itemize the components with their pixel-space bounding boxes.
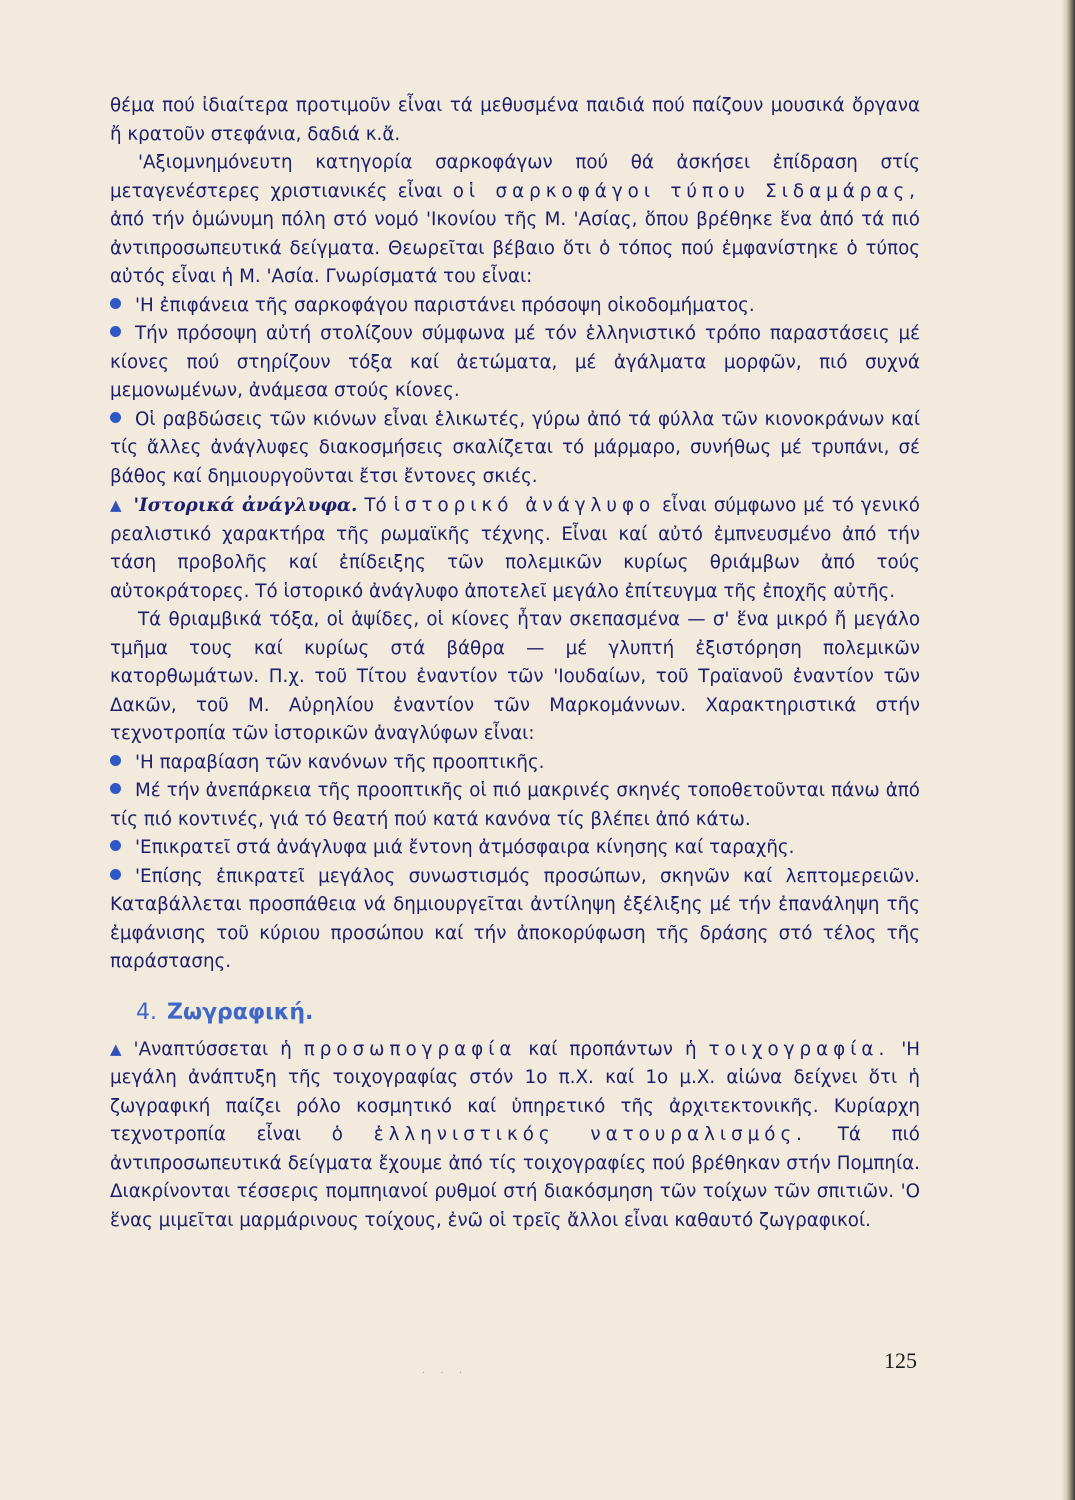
bullet-item [110,749,920,778]
triangle-item-painting [110,1035,920,1236]
bullet-text: Τήν πρόσοψη αὐτή στολίζουν σύμφωνα μέ τόν ἑλληνιστικό τρόπο παραστάσεις μέ κίονες πού στηρίζουν τόξα καί ἀετώματα, μέ ἀγάλματα μορφῶν, πιό συχνά μεμονωμένων, ἀνάμεσα στούς κίονες. [110,323,920,401]
page-edge-shadow [1061,0,1075,1500]
page-number: 125 [884,1348,917,1373]
print-specks: · · · [422,1368,468,1379]
paragraph-sidamara [110,149,920,292]
text-run: ἀπό τήν ὁμώνυμη πόλη στό νομό 'Ικονίου τῆς Μ. 'Ασίας, ὅπου βρέθηκε ἕνα ἀπό τά πιό ἀντιπροσωπευτικά δείγματα. Θεωρεῖται βέβαιο ὅτι ὁ τόπος πού ἐμφανίστηκε ὁ τύπος αὐτός εἶναι ἡ Μ. 'Ασία. Γνωρίσματά του εἶναι: [110,209,920,287]
text-run: 'Αξιομνημόνευτη κατηγορία σαρκοφάγων πού θά ἀσκήσει ἐπίδραση στίς μεταγενέστερες χριστιανικές εἶναι [110,152,920,202]
bullet-dot-icon [110,869,121,880]
triangle-item-historical-reliefs [110,491,920,606]
section-title: Ζωγραφική. [167,999,314,1025]
text-run: Τό [357,495,394,516]
bullet-dot-icon [110,755,121,766]
text-run: Τά πιό ἀντιπροσωπευτικά δείγματα ἔχουμε ἀπό τίς τοιχογραφίες πού βρέθηκαν στήν Πομπηία. Διακρίνονται τέσσερις πομπηιανοί ρυθμοί στή διακόσμηση τῶν τοίχων τῶν σπιτιῶν. 'Ο ἕνας μιμεῖται μαρμάρινους τοίχους, ἐνῶ οἱ τρεῖς ἄλλοι εἶναι καθαυτό ζωγραφικοί. [110,1124,920,1231]
bullet-dot-icon [110,840,121,851]
bullet-text: 'Η ἐπιφάνεια τῆς σαρκοφάγου παριστάνει πρόσοψη οἰκοδομήματος. [135,294,755,316]
bullet-item [110,834,920,863]
triangle-marker-icon: ▲ [110,496,122,514]
text-run: εἶναι σύμφωνο μέ τό γενικό ρεαλιστικό χαρακτήρα τῆς ρωμαϊκῆς τέχνης. Εἶναι καί αὐτό ἐμπνευσμένο ἀπό τήν τάση προβολῆς καί ἐπίδειξης τῶν πολεμικῶν κυρίως θριάμβων ἀπό τούς αὐτοκράτορες. Τό ἱστορικό ἀνάγλυφο ἀποτελεῖ μεγάλο ἐπίτευγμα τῆς ἐποχῆς αὐτῆς. [110,495,920,602]
bullet-item [110,320,920,406]
bullet-item [110,292,920,321]
bullet-dot-icon [110,326,121,337]
text-run: 'Αναπτύσσεται ἡ [133,1038,304,1060]
bullet-text: 'Επικρατεῖ στά ἀνάγλυφα μιά ἔντονη ἀτμόσφαιρα κίνησης καί ταραχῆς. [135,837,795,858]
bullet-dot-icon [110,412,121,423]
section-heading [136,999,920,1027]
text-run: καί προπάντων ἡ [516,1038,709,1060]
bullet-dot-icon [110,298,121,309]
spaced-term: προσωπογραφία [303,1038,517,1060]
bullet-item [110,777,920,834]
section-number: 4. [136,999,157,1025]
bullet-text: Οἱ ραβδώσεις τῶν κιόνων εἶναι ἑλικωτές, γύρω ἀπό τά φύλλα τῶν κιονοκράνων καί τίς ἄλλες ἀνάγλυφες διακοσμήσεις σκαλίζεται τό μάρμαρο, συνήθως μέ τρυπάνι, σέ βάθος καί δημιουργοῦνται ἔτσι ἔντονες σκιές. [110,408,920,487]
spaced-term: ἑλληνιστικός νατουραλισμός. [373,1124,807,1145]
spaced-term: τοιχογραφία. [708,1038,890,1060]
triangle-marker-icon: ▲ [110,1039,122,1058]
bullet-text: 'Επίσης ἐπικρατεῖ μεγάλος συνωστισμός προσώπων, σκηνῶν καί λεπτομερειῶν. Καταβάλλεται προσπάθεια νά δημιουργεῖται ἀντίληψη ἐξέλιξης μέ τήν ἐπανάληψη τῆς ἐμφάνισης τοῦ κύριου προσώπου καί τήν ἀποκορύφωση τῆς δράσης στό τέλος τῆς παράστασης. [110,865,920,972]
bullet-item [110,863,920,977]
paragraph: Τά θριαμβικά τόξα, οἱ ἁψίδες, οἱ κίονες ἦταν σκεπασμένα — σ' ἕνα μικρό ἤ μεγάλο τμῆμα τους καί κυρίως στά βάθρα — μέ γλυπτή ἐξιστόρηση πολεμικῶν κατορθωμάτων. Π.χ. τοῦ Τίτου ἐναντίον τῶν 'Ιουδαίων, τοῦ Τραϊανοῦ ἐναντίον τῶν Δακῶν, τοῦ Μ. Αὐρηλίου ἐναντίον τῶν Μαρκομάννων. Χαρακτηριστικά στήν τεχνοτροπία τῶν ἱστορικῶν ἀναγλύφων εἶναι: [110,609,920,744]
spaced-term: οἱ σαρκοφάγοι τύπου Σιδαμάρας, [452,180,920,202]
bullet-dot-icon [110,783,121,794]
bullet-text: Μέ τήν ἀνεπάρκεια τῆς προοπτικῆς οἱ πιό μακρινές σκηνές τοποθετοῦνται πάνω ἀπό τίς πιό κοντινές, γιά τό θεατή πού κατά κανόνα τίς βλέπει ἀπό κάτω. [110,780,920,830]
bullet-text: 'Η παραβίαση τῶν κανόνων τῆς προοπτικῆς. [135,751,545,773]
text-run: 'Η μεγάλη ἀνάπτυξη τῆς τοιχογραφίας στόν 1ο π.Χ. καί 1ο μ.Χ. αἰώνα δείχνει ὅτι ἡ ζωγραφική παίζει ρόλο κοσμητικό καί ὑπηρετικό τῆς ἀρχιτεκτονικῆς. Κυρίαρχη τεχνοτροπία εἶναι ὁ [110,1038,921,1145]
spaced-term: ἱστορικό ἀνάγλυφο [393,495,656,516]
page-content [110,92,920,1235]
section-term: 'Ιστορικά ἀνάγλυφα. [133,495,358,516]
bullet-item [110,406,920,492]
paragraph: θέμα πού ἰδιαίτερα προτιμοῦν εἶναι τά μεθυσμένα παιδιά πού παίζουν μουσικά ὄργανα ἤ κρατοῦν στεφάνια, δαδιά κ.ἄ. [110,95,920,145]
